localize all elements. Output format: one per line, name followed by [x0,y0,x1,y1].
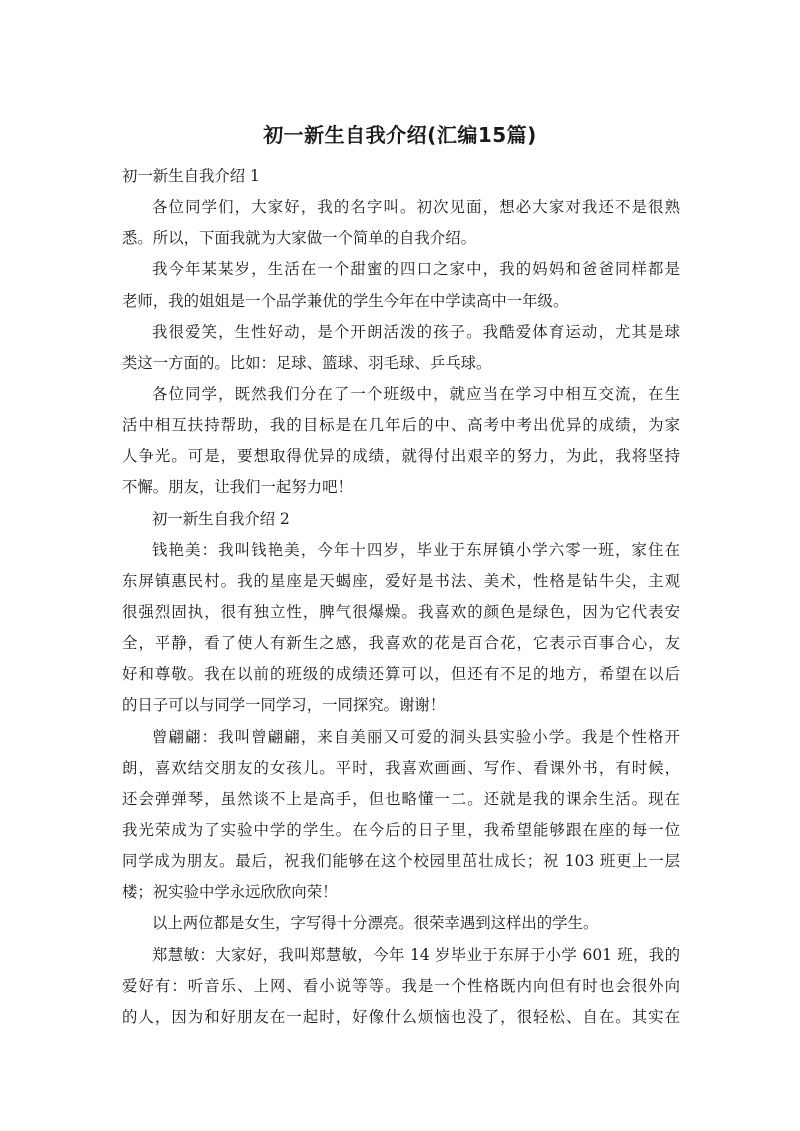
text-line: 活中相互扶持帮助，我的目标是在几年后的中、高考中考出优异的成绩，为家 [122,416,680,435]
text-line: 老师，我的姐姐是一个品学兼优的学生今年在中学读高中一年级。 [122,291,569,310]
text-line: 以上两位都是女生，字写得十分漂亮。很荣幸遇到这样出的学生。 [152,914,599,933]
text-line: 类这一方面的。比如：足球、篮球、羽毛球、乒乓球。 [122,353,492,372]
text-line: 我很爱笑，生性好动，是个开朗活泼的孩子。我酷爱体育运动，尤其是球 [152,322,680,341]
text-line: 郑慧敏：大家好，我叫郑慧敏，今年 14 岁毕业于东屏于小学 601 班，我的 [152,945,680,964]
text-line: 悉。所以，下面我就为大家做一个简单的自我介绍。 [122,229,476,248]
text-line: 东屏镇惠民村。我的星座是天蝎座，爱好是书法、美术，性格是钻牛尖，主观 [122,571,680,590]
text-line: 爱好有：听音乐、上网、看小说等等。我是一个性格既内向但有时也会很外向 [122,976,680,995]
text-line: 全，平静，看了使人有新生之感，我喜欢的花是百合花，它表示百事合心，友 [122,634,680,653]
text-line: 曾翩翩：我叫曾翩翩，来自美丽又可爱的洞头县实验小学。我是个性格开 [152,727,680,746]
text-line: 楼；祝实验中学永远欣欣向荣！ [122,883,338,902]
text-line: 的人，因为和好朋友在一起时，好像什么烦恼也没了，很轻松、自在。其实在 [122,1007,680,1026]
text-line: 各位同学，既然我们分在了一个班级中，就应当在学习中相互交流，在生 [152,384,680,403]
text-line: 的日子可以与同学一同学习，一同探究。谢谢！ [122,696,446,715]
text-line: 好和尊敬。我在以前的班级的成绩还算可以，但还有不足的地方，希望在以后 [122,665,680,684]
text-line: 同学成为朋友。最后，祝我们能够在这个校园里茁壮成长；祝 103 班更上一层 [122,852,680,871]
document-body [122,161,680,1033]
text-line: 各位同学们，大家好，我的名字叫。初次见面，想必大家对我还不是很熟 [152,198,680,217]
text-line: 我光荣成为了实验中学的学生。在今后的日子里，我希望能够跟在座的每一位 [122,820,680,839]
page-title: 初一新生自我介绍(汇编15篇) [263,123,537,147]
text-line: 初一新生自我介绍 2 [152,509,290,528]
text-line: 不懈。朋友，让我们一起努力吧！ [122,478,353,497]
text-line: 钱艳美：我叫钱艳美，今年十四岁，毕业于东屏镇小学六零一班，家住在 [152,540,680,559]
text-line: 还会弹弹琴，虽然谈不上是高手，但也略懂一二。还就是我的课余生活。现在 [122,789,680,808]
text-line: 人争光。可是，要想取得优异的成绩，就得付出艰辛的努力，为此，我将坚持 [122,447,680,466]
text-line: 朗，喜欢结交朋友的女孩儿。平时，我喜欢画画、写作、看课外书，有时候， [122,758,680,777]
text-line: 很强烈固执，很有独立性，脾气很爆燥。我喜欢的颜色是绿色，因为它代表安 [122,602,680,621]
text-line: 初一新生自我介绍 1 [122,167,260,185]
text-line: 我今年某某岁，生活在一个甜蜜的四口之家中，我的妈妈和爸爸同样都是 [152,260,680,279]
